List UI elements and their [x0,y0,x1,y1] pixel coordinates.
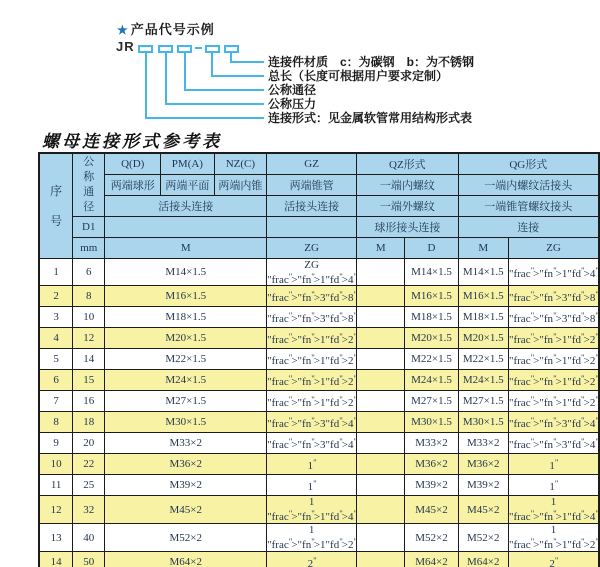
qz-d-cell: M33×2 [405,433,458,454]
gz-cell: 1 "frac">"fn">1"fd">4" [267,496,357,524]
seq-cell: 8 [39,412,73,433]
header-empty [267,216,357,237]
qg-m-cell: M24×1.5 [458,370,508,391]
qz-m-cell [357,391,405,412]
connector-line [165,103,264,105]
qg-zg-cell: "frac">"fn">1"fd">2" [508,349,599,370]
qg-zg-cell: "frac">"fn">3"fd">4" [508,433,599,454]
seq-cell: 7 [39,391,73,412]
qg-m-cell: M33×2 [458,433,508,454]
header-nz-sub: 两端内锥 [214,174,266,195]
qg-zg-cell: "frac">"fn">3"fd">4" [508,412,599,433]
header-qg-zg: ZG [508,237,599,258]
gz-cell: 2" [267,552,357,567]
m-cell: M20×1.5 [105,328,267,349]
qz-m-cell [357,258,405,286]
dn-cell: 50 [73,552,105,567]
gz-cell: "frac">"fn">1"fd">2" [267,391,357,412]
connector-line [211,75,264,77]
m-cell: M64×2 [105,552,267,567]
m-cell: M16×1.5 [105,286,267,307]
qz-d-cell: M22×1.5 [405,349,458,370]
qz-m-cell [357,524,405,552]
dn-cell: 16 [73,391,105,412]
qz-d-cell: M36×2 [405,454,458,475]
seq-cell: 11 [39,475,73,496]
table-row [39,524,599,552]
gz-cell: "frac">"fn">1"fd">2" [267,328,357,349]
connector-line [145,53,147,118]
header-seq: 序号 [39,153,73,258]
header-union-connection: 活接头连接 [105,195,267,216]
header-q-sub: 两端球形 [105,174,161,195]
seq-cell: 1 [39,258,73,286]
qg-m-cell: M20×1.5 [458,328,508,349]
gz-cell: "frac">"fn">3"fd">4" [267,412,357,433]
qz-m-cell [357,552,405,567]
qz-d-cell: M20×1.5 [405,328,458,349]
header-qz-m: M [357,237,405,258]
qg-zg-cell: "frac">"fn">1"fd">4" [508,258,599,286]
header-pm-sub: 两端平面 [161,174,215,195]
m-cell: M30×1.5 [105,412,267,433]
qz-m-cell [357,433,405,454]
qz-d-cell: M45×2 [405,496,458,524]
qg-m-cell: M22×1.5 [458,349,508,370]
seq-cell: 14 [39,552,73,567]
gz-cell: "frac">"fn">1"fd">2" [267,349,357,370]
header-gz-connection: 活接头连接 [267,195,357,216]
label-material: 连接件材质 c：为碳钢 b：为不锈钢 [268,55,475,69]
nut-connection-table [38,152,600,567]
qz-m-cell [357,412,405,433]
header-qg-connection: 连接 [458,216,599,237]
qg-m-cell: M36×2 [458,454,508,475]
qz-d-cell: M39×2 [405,475,458,496]
qg-m-cell: M45×2 [458,496,508,524]
qz-d-cell: M52×2 [405,524,458,552]
code-box-1 [138,45,153,53]
header-q: Q(D) [105,153,161,174]
header-d1: D1 [73,216,105,237]
connector-line [211,53,213,76]
qg-zg-cell: "frac">"fn">3"fd">8" [508,307,599,328]
label-total-length: 总长（长度可根据用户要求定制） [268,69,449,83]
dn-cell: 12 [73,328,105,349]
seq-cell: 12 [39,496,73,524]
header-qg-sub2: 一端锥管螺纹接头 [458,195,599,216]
qz-d-cell: M64×2 [405,552,458,567]
header-qz: QZ形式 [357,153,458,174]
qg-zg-cell: 1" [508,475,599,496]
qz-d-cell: M14×1.5 [405,258,458,286]
gz-cell: 1" [267,454,357,475]
connector-line [184,53,186,90]
m-cell: M27×1.5 [105,391,267,412]
header-qg: QG形式 [458,153,599,174]
m-cell: M14×1.5 [105,258,267,286]
code-box-3 [177,45,192,53]
qg-m-cell: M18×1.5 [458,307,508,328]
table-row [39,412,599,433]
label-nominal-diameter: 公称通径 [268,83,317,97]
table-row [39,496,599,524]
table-header [39,153,599,258]
m-cell: M36×2 [105,454,267,475]
dn-cell: 10 [73,307,105,328]
seq-cell: 2 [39,286,73,307]
dn-cell: 32 [73,496,105,524]
qz-d-cell: M24×1.5 [405,370,458,391]
header-empty [105,216,267,237]
table-row [39,349,599,370]
qg-zg-cell: 1 "frac">"fn">1"fd">4" [508,496,598,524]
gz-cell: ZG "frac">"fn">1"fd">4" [267,258,357,286]
qg-m-cell: M30×1.5 [458,412,508,433]
qz-d-cell: M30×1.5 [405,412,458,433]
qg-zg-cell: 1 "frac">"fn">1"fd">2" [508,524,598,552]
qg-zg-cell: "frac">"fn">3"fd">8" [508,286,599,307]
header-nominal-diameter: 公称通径 [73,153,105,216]
table-row [39,454,599,475]
gz-cell: 1" [267,475,357,496]
connector-line [165,53,167,104]
qg-m-cell: M64×2 [458,552,508,567]
code-box-2 [158,45,173,53]
diagram-title-text: 产品代号示例 [130,22,215,37]
seq-cell: 9 [39,433,73,454]
code-dash [195,47,202,49]
qz-m-cell [357,496,405,524]
qz-d-cell: M16×1.5 [405,286,458,307]
qg-m-cell: M27×1.5 [458,391,508,412]
connector-line [230,61,264,63]
table-row [39,552,599,567]
m-cell: M24×1.5 [105,370,267,391]
qz-d-cell: M18×1.5 [405,307,458,328]
dn-cell: 40 [73,524,105,552]
dn-cell: 20 [73,433,105,454]
table-body [39,258,599,567]
qz-m-cell [357,307,405,328]
header-mm: mm [73,237,105,258]
qg-zg-cell: "frac">"fn">1"fd">2" [508,391,599,412]
qz-m-cell [357,349,405,370]
qg-zg-cell: "frac">"fn">1"fd">2" [508,370,599,391]
dn-cell: 15 [73,370,105,391]
code-box-5 [224,45,239,53]
table-row [39,370,599,391]
header-gz: GZ [267,153,357,174]
product-code-prefix: JR [116,39,135,54]
qg-zg-cell: 2" [508,552,599,567]
connector-line [145,117,264,119]
seq-cell: 10 [39,454,73,475]
table-row [39,475,599,496]
qg-m-cell: M39×2 [458,475,508,496]
header-zg: ZG [267,237,357,258]
label-connection-form: 连接形式：见金属软管常用结构形式表 [268,111,473,125]
dn-cell: 8 [73,286,105,307]
star-icon: ★ [117,23,129,37]
qg-zg-cell: 1" [508,454,599,475]
qz-m-cell [357,286,405,307]
seq-cell: 13 [39,524,73,552]
dn-cell: 14 [73,349,105,370]
header-qg-m: M [458,237,508,258]
table-row [39,258,599,286]
m-cell: M45×2 [105,496,267,524]
header-qz-sub2: 一端外螺纹 [357,195,458,216]
qz-m-cell [357,328,405,349]
table-row [39,328,599,349]
m-cell: M52×2 [105,524,267,552]
product-code-diagram [0,0,600,126]
header-m: M [105,237,267,258]
header-qz-d: D [405,237,458,258]
header-qz-connection: 球形接头连接 [357,216,458,237]
header-pm: PM(A) [161,153,215,174]
qz-m-cell [357,475,405,496]
qg-zg-cell: "frac">"fn">1"fd">2" [508,328,599,349]
gz-cell: "frac">"fn">1"fd">2" [267,370,357,391]
qz-m-cell [357,370,405,391]
m-cell: M39×2 [105,475,267,496]
m-cell: M33×2 [105,433,267,454]
dn-cell: 6 [73,258,105,286]
qg-m-cell: M52×2 [458,524,508,552]
gz-cell: "frac">"fn">3"fd">8" [267,307,357,328]
qg-m-cell: M16×1.5 [458,286,508,307]
table-row [39,391,599,412]
seq-cell: 3 [39,307,73,328]
gz-cell: "frac">"fn">3"fd">8" [267,286,357,307]
seq-cell: 5 [39,349,73,370]
dn-cell: 22 [73,454,105,475]
dn-cell: 18 [73,412,105,433]
qz-m-cell [357,454,405,475]
header-qg-sub1: 一端内螺纹活接头 [458,174,599,195]
table-title: 螺母连接形式参考表 [42,132,222,152]
code-box-4 [205,45,220,53]
m-cell: M18×1.5 [105,307,267,328]
table-row [39,286,599,307]
table-row [39,433,599,454]
header-qz-sub1: 一端内螺纹 [357,174,458,195]
seq-cell: 6 [39,370,73,391]
gz-cell: 1 "frac">"fn">1"fd">2" [267,524,357,552]
connector-line [184,89,264,91]
m-cell: M22×1.5 [105,349,267,370]
label-nominal-pressure: 公称压力 [268,97,317,111]
table-row [39,307,599,328]
qz-d-cell: M27×1.5 [405,391,458,412]
seq-cell: 4 [39,328,73,349]
gz-cell: "frac">"fn">3"fd">4" [267,433,357,454]
dn-cell: 25 [73,475,105,496]
header-nz: NZ(C) [214,153,266,174]
diagram-title [117,19,215,38]
qg-m-cell: M14×1.5 [458,258,508,286]
header-gz-sub: 两端锥管 [267,174,357,195]
